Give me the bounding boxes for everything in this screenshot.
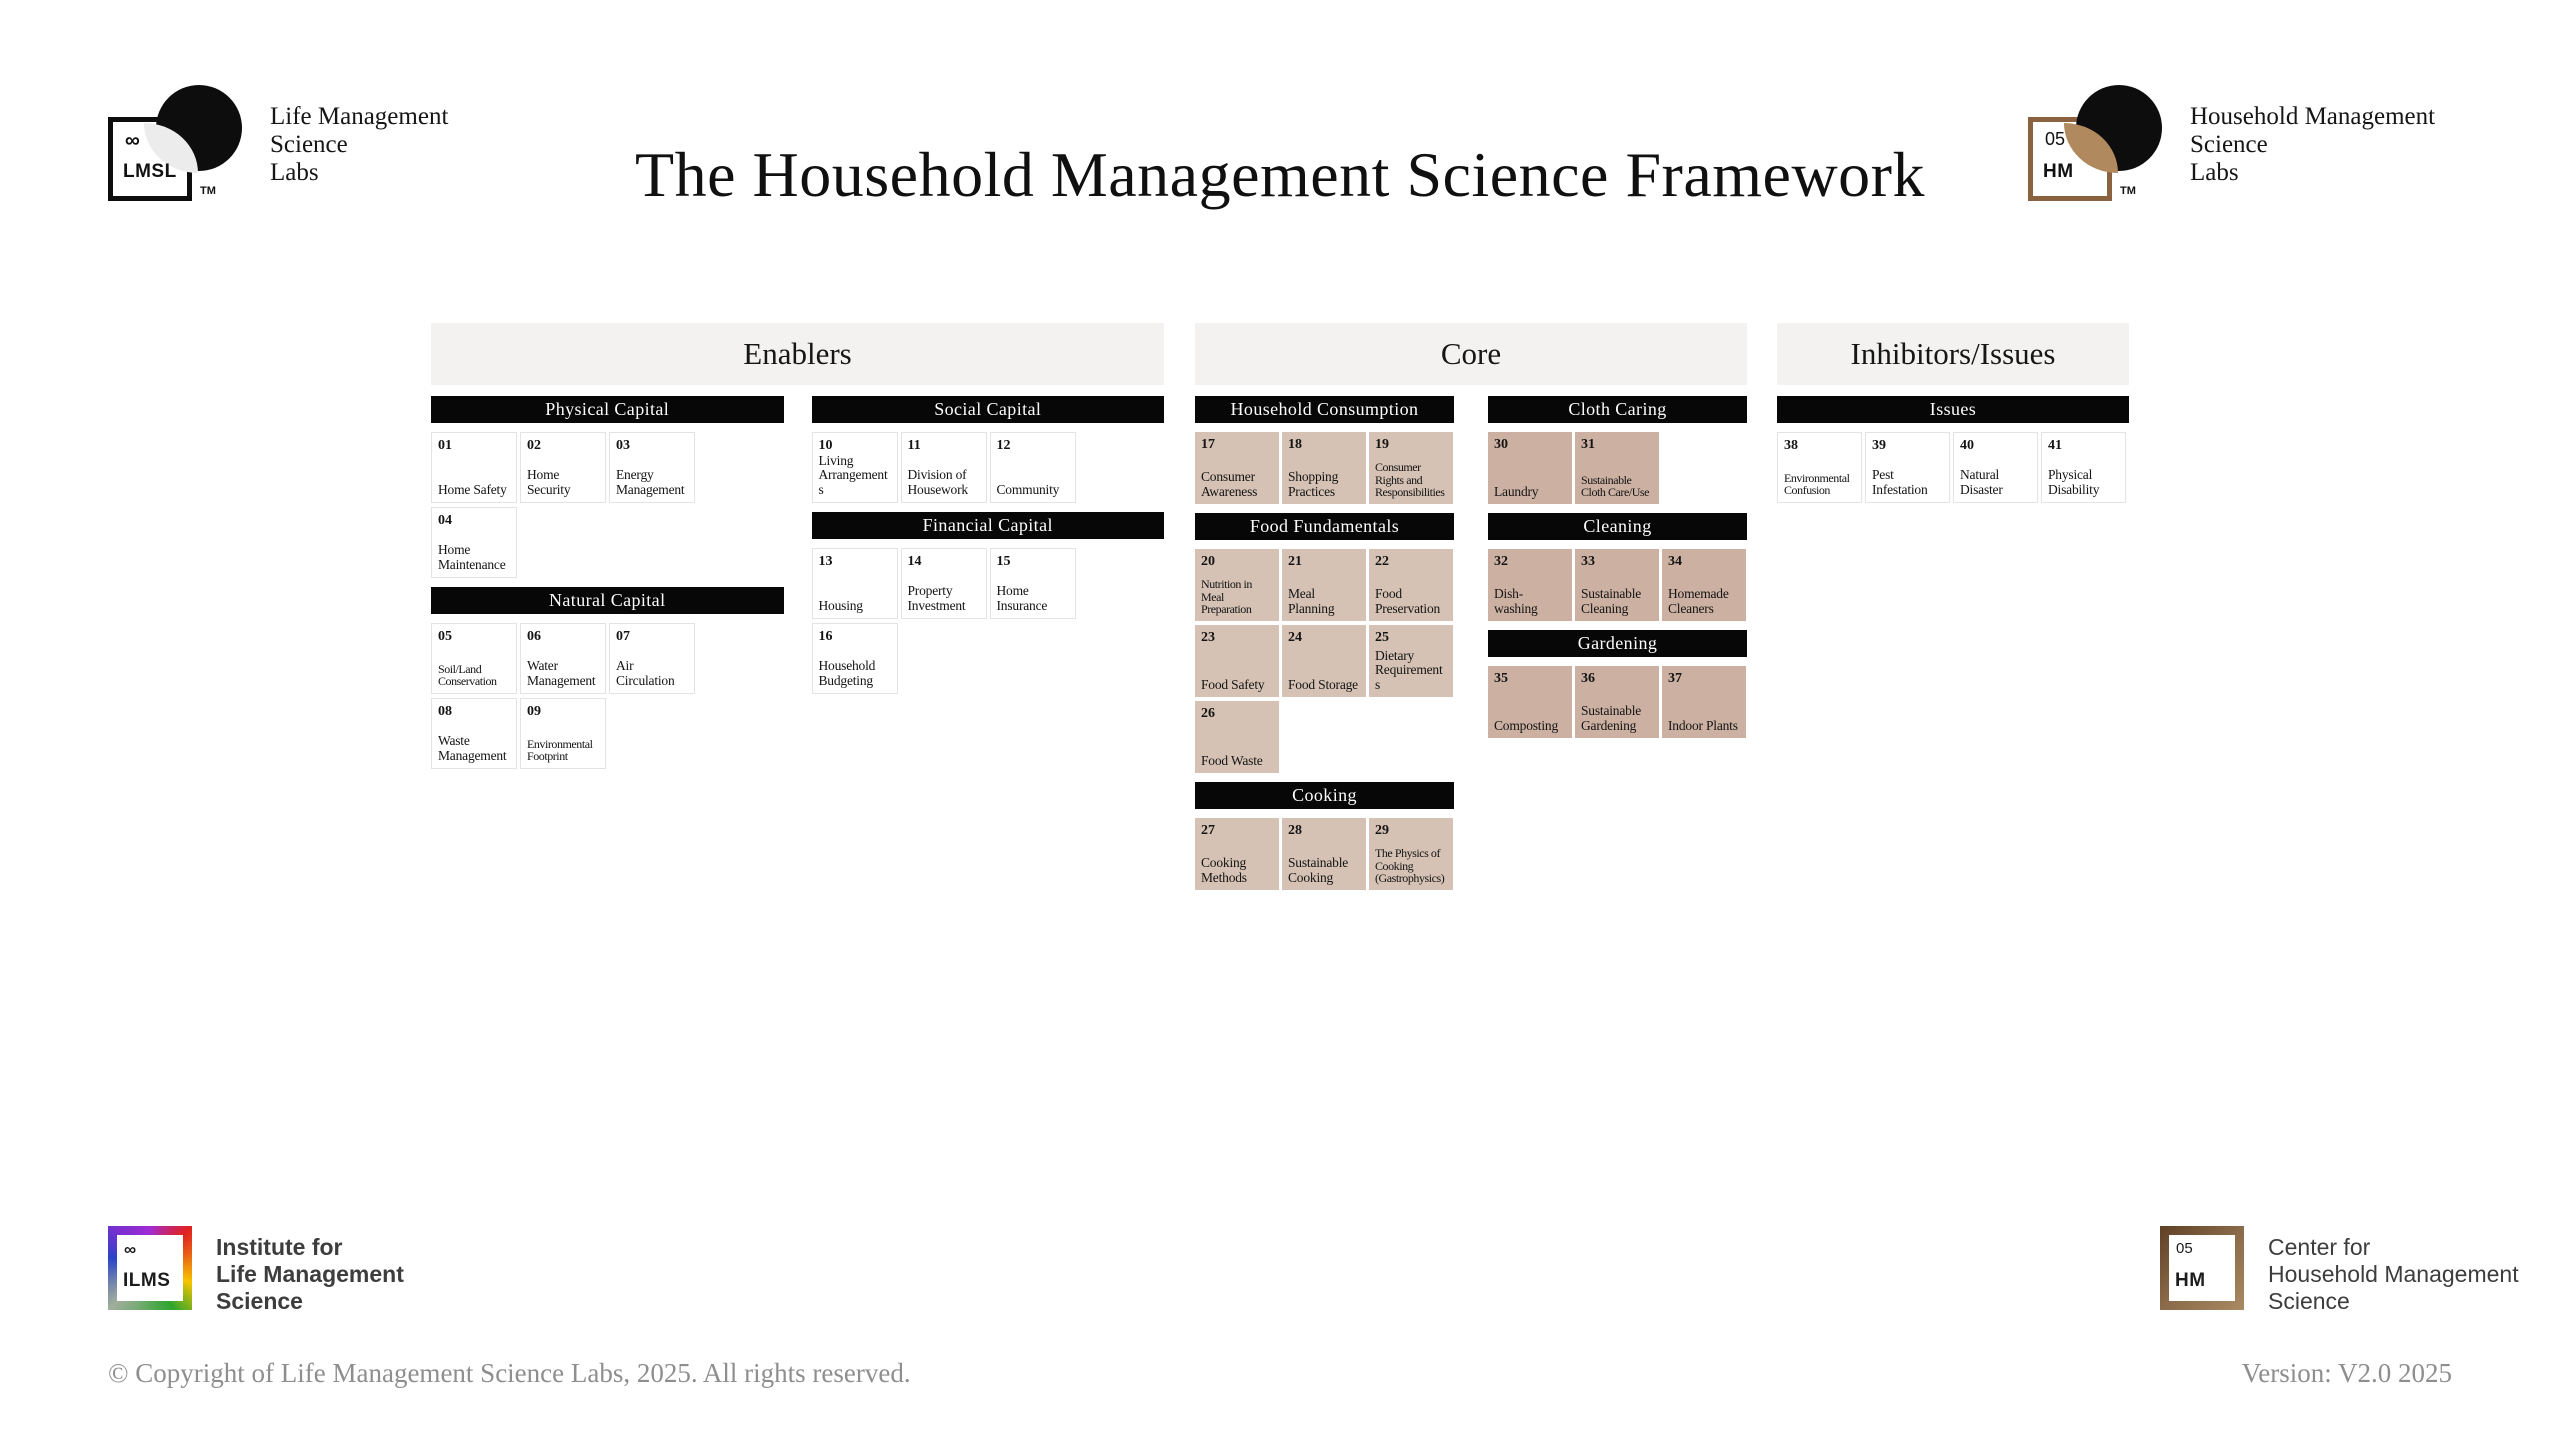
- cell-label: Homemade Cleaners: [1668, 586, 1729, 616]
- group-financial-capital: [812, 512, 1165, 694]
- cell-30: [1488, 432, 1572, 504]
- cell-number: 12: [996, 438, 1011, 453]
- cell-31: [1575, 432, 1659, 504]
- group-physical-capital: [431, 396, 784, 578]
- cell-17: [1195, 432, 1279, 504]
- cell-number: 20: [1201, 554, 1215, 569]
- cell-label: Energy Management: [616, 467, 685, 497]
- cell-label: Community: [996, 481, 1060, 497]
- cells-grid: [1195, 432, 1454, 504]
- cell-11: [901, 432, 987, 503]
- cell-number: 11: [907, 438, 921, 453]
- cell-20: [1195, 549, 1279, 621]
- cell-number: 40: [1960, 438, 1974, 453]
- group-header-social-capital: Social Capital: [812, 396, 1165, 423]
- group-header-cleaning: Cleaning: [1488, 513, 1747, 540]
- column-enablers: [431, 323, 1164, 778]
- trademark-mark: TM: [200, 185, 216, 197]
- brand-line: Household Management: [2190, 103, 2436, 130]
- cell-number: 07: [616, 629, 630, 644]
- cell-number: 19: [1375, 437, 1389, 452]
- cell-39: [1865, 432, 1950, 503]
- group-cleaning: [1488, 513, 1747, 621]
- cell-32: [1488, 549, 1572, 621]
- cell-number: 30: [1494, 437, 1508, 452]
- cell-08: [431, 698, 517, 769]
- cell-label: Water Management: [527, 658, 596, 688]
- cell-label: Dish-washing: [1494, 586, 1538, 616]
- cell-label: Physical Disability: [2048, 467, 2100, 497]
- chms-brand: [2160, 1226, 2519, 1315]
- cell-label: Composting: [1494, 717, 1559, 733]
- cell-label: Waste Management: [438, 733, 507, 763]
- cells-grid: [1488, 666, 1747, 738]
- subcolumn: [431, 396, 784, 778]
- cell-label: Living Arrangements: [818, 453, 888, 497]
- group-header-cloth-caring: Cloth Caring: [1488, 396, 1747, 423]
- cell-label: Soil/Land Conservation: [438, 661, 497, 689]
- cells-grid: [1195, 549, 1454, 773]
- group-cooking: [1195, 782, 1454, 890]
- cell-label: Cooking Methods: [1201, 855, 1247, 885]
- cell-label: Home Insurance: [996, 583, 1048, 613]
- cell-label: Home Security: [527, 467, 571, 497]
- subcolumn: [812, 396, 1165, 778]
- cell-label: Shopping Practices: [1288, 469, 1339, 499]
- brand-line: Center for: [2268, 1234, 2371, 1260]
- group-natural-capital: [431, 587, 784, 769]
- cell-label: Sustainable Cleaning: [1581, 586, 1642, 616]
- brand-line: Life Management: [216, 1261, 404, 1287]
- cell-09: [520, 698, 606, 769]
- cell-number: 04: [438, 513, 452, 528]
- chms-logo-icon: [2160, 1226, 2244, 1310]
- cell-29: [1369, 818, 1453, 890]
- cell-number: 31: [1581, 437, 1595, 452]
- group-household-consumption: [1195, 396, 1454, 504]
- cell-12: [990, 432, 1076, 503]
- cell-number: 16: [818, 629, 833, 644]
- infinity-icon: ∞: [125, 129, 140, 152]
- cell-37: [1662, 666, 1746, 738]
- cell-26: [1195, 701, 1279, 773]
- chms-number: 05: [2176, 1240, 2193, 1257]
- cell-04: [431, 507, 517, 578]
- cells-grid: [431, 623, 784, 769]
- subcolumn: [1195, 396, 1454, 899]
- brand-line: Science: [216, 1288, 303, 1314]
- cell-number: 13: [818, 554, 833, 569]
- cell-07: [609, 623, 695, 694]
- cell-number: 01: [438, 438, 452, 453]
- column-title-core: Core: [1195, 323, 1747, 385]
- group-header-cooking: Cooking: [1195, 782, 1454, 809]
- ilms-logo-icon: [108, 1226, 192, 1310]
- brand-line: Science: [270, 131, 348, 158]
- cell-number: 35: [1494, 671, 1508, 686]
- cell-number: 28: [1288, 823, 1302, 838]
- cell-label: Meal Planning: [1288, 586, 1335, 616]
- cell-label: Housing: [818, 597, 863, 613]
- cell-number: 36: [1581, 671, 1595, 686]
- group-header-natural-capital: Natural Capital: [431, 587, 784, 614]
- cell-01: [431, 432, 517, 503]
- cell-number: 39: [1872, 438, 1886, 453]
- cell-label: Division of Housework: [907, 467, 968, 497]
- cell-number: 08: [438, 704, 452, 719]
- brand-line: Science: [2190, 131, 2268, 158]
- infinity-icon: ∞: [124, 1240, 137, 1259]
- cell-number: 10: [818, 438, 833, 453]
- chms-brand-text: [2268, 1226, 2519, 1315]
- cell-number: 25: [1375, 630, 1389, 645]
- cell-label: Laundry: [1494, 483, 1539, 499]
- subcolumns: [431, 396, 1164, 778]
- cell-number: 22: [1375, 554, 1389, 569]
- cell-label: Natural Disaster: [1960, 467, 2003, 497]
- cell-41: [2041, 432, 2126, 503]
- cell-label: Food Waste: [1201, 752, 1263, 768]
- cell-number: 14: [907, 554, 922, 569]
- cell-label: Property Investment: [907, 583, 966, 613]
- ilms-abbr: ILMS: [123, 1270, 171, 1291]
- cell-28: [1282, 818, 1366, 890]
- cell-27: [1195, 818, 1279, 890]
- group-header-household-consumption: Household Consumption: [1195, 396, 1454, 423]
- cell-36: [1575, 666, 1659, 738]
- group-header-financial-capital: Financial Capital: [812, 512, 1165, 539]
- hmsl-number: 05: [2045, 129, 2066, 149]
- cell-label: Sustainable Gardening: [1581, 703, 1642, 733]
- cell-label: Sustainable Cloth Care/Use: [1581, 472, 1650, 500]
- lmsl-abbr: LMSL: [123, 161, 177, 182]
- cell-number: 27: [1201, 823, 1215, 838]
- column-title-inhibitors: Inhibitors/Issues: [1777, 323, 2129, 385]
- group-issues: [1777, 396, 2129, 503]
- hmsl-abbr: HM: [2043, 161, 2074, 182]
- cell-18: [1282, 432, 1366, 504]
- cells-grid: [812, 548, 1165, 694]
- cell-25: [1369, 625, 1453, 697]
- cell-19: [1369, 432, 1453, 504]
- cell-label: Environmental Confusion: [1784, 470, 1850, 498]
- cell-number: 02: [527, 438, 541, 453]
- cell-24: [1282, 625, 1366, 697]
- cell-number: 18: [1288, 437, 1302, 452]
- cell-label: Food Preservation: [1375, 586, 1441, 616]
- cells-grid: [1195, 818, 1454, 890]
- brand-line: Labs: [2190, 159, 2239, 186]
- group-social-capital: [812, 396, 1165, 503]
- cell-label: Food Storage: [1288, 676, 1358, 692]
- hmsl-brand: [2028, 85, 2435, 207]
- column-inhibitors: [1777, 323, 2129, 512]
- ilms-brand-text: [216, 1226, 404, 1315]
- cell-number: 23: [1201, 630, 1215, 645]
- cell-number: 06: [527, 629, 541, 644]
- brand-line: Labs: [270, 159, 319, 186]
- cell-number: 32: [1494, 554, 1508, 569]
- cell-number: 24: [1288, 630, 1302, 645]
- chms-abbr: HM: [2175, 1270, 2206, 1291]
- cell-13: [812, 548, 898, 619]
- group-header-gardening: Gardening: [1488, 630, 1747, 657]
- cell-10: [812, 432, 898, 503]
- cell-label: Air Circulation: [616, 658, 675, 688]
- group-cloth-caring: [1488, 396, 1747, 504]
- cells-grid: [431, 432, 784, 578]
- cell-34: [1662, 549, 1746, 621]
- cell-label: Indoor Plants: [1668, 717, 1738, 733]
- cell-number: 21: [1288, 554, 1302, 569]
- cell-05: [431, 623, 517, 694]
- cells-grid: [1777, 432, 2129, 503]
- group-food-fundamentals: [1195, 513, 1454, 773]
- cell-label: Household Budgeting: [818, 658, 876, 688]
- cell-40: [1953, 432, 2038, 503]
- cell-label: Consumer Awareness: [1201, 469, 1258, 499]
- cell-number: 33: [1581, 554, 1595, 569]
- subcolumn: [1777, 396, 2129, 512]
- group-header-food-fundamentals: Food Fundamentals: [1195, 513, 1454, 540]
- cell-label: Dietary Requirements: [1375, 648, 1443, 692]
- cell-number: 26: [1201, 706, 1215, 721]
- cell-label: Sustainable Cooking: [1288, 855, 1349, 885]
- cell-15: [990, 548, 1076, 619]
- cell-number: 37: [1668, 671, 1682, 686]
- cell-label: The Physics of Cooking (Gastrophysics): [1375, 845, 1445, 886]
- hmsl-brand-text: [2190, 85, 2435, 187]
- cell-label: Home Maintenance: [438, 542, 506, 572]
- cell-35: [1488, 666, 1572, 738]
- ilms-brand: [108, 1226, 404, 1315]
- cell-number: 34: [1668, 554, 1682, 569]
- cell-number: 15: [996, 554, 1011, 569]
- column-core: [1195, 323, 1747, 899]
- cell-03: [609, 432, 695, 503]
- subcolumns: [1195, 396, 1747, 899]
- cell-14: [901, 548, 987, 619]
- group-header-issues: Issues: [1777, 396, 2129, 423]
- cell-23: [1195, 625, 1279, 697]
- cell-number: 03: [616, 438, 630, 453]
- cell-02: [520, 432, 606, 503]
- cell-33: [1575, 549, 1659, 621]
- brand-line: Science: [2268, 1288, 2350, 1314]
- hmsl-logo-icon: [2028, 85, 2168, 207]
- cell-label: Consumer Rights and Responsibilities: [1375, 459, 1445, 500]
- cell-21: [1282, 549, 1366, 621]
- cell-label: Environmental Footprint: [527, 736, 593, 764]
- brand-line: Household Management: [2268, 1261, 2519, 1287]
- cell-label: Home Safety: [438, 481, 507, 497]
- cell-38: [1777, 432, 1862, 503]
- copyright-text: © Copyright of Life Management Science Labs, 2025. All rights reserved.: [108, 1358, 911, 1388]
- cell-number: 41: [2048, 438, 2062, 453]
- cell-label: Food Safety: [1201, 676, 1265, 692]
- cell-number: 38: [1784, 438, 1798, 453]
- column-title-enablers: Enablers: [431, 323, 1164, 385]
- cells-grid: [812, 432, 1165, 503]
- cells-grid: [1488, 549, 1747, 621]
- page-title: The Household Management Science Framework: [635, 139, 1925, 210]
- trademark-mark: TM: [2120, 185, 2136, 197]
- cell-16: [812, 623, 898, 694]
- brand-line: Institute for: [216, 1234, 343, 1260]
- subcolumns: [1777, 396, 2129, 512]
- subcolumn: [1488, 396, 1747, 899]
- cell-label: Pest Infestation: [1872, 467, 1928, 497]
- group-gardening: [1488, 630, 1747, 738]
- cell-number: 29: [1375, 823, 1389, 838]
- cell-22: [1369, 549, 1453, 621]
- cell-number: 17: [1201, 437, 1215, 452]
- group-header-physical-capital: Physical Capital: [431, 396, 784, 423]
- brand-line: Life Management: [270, 103, 449, 130]
- cell-number: 05: [438, 629, 452, 644]
- cell-label: Nutrition in Meal Preparation: [1201, 576, 1252, 617]
- version-text: Version: V2.0 2025: [2241, 1358, 2452, 1388]
- cells-grid: [1488, 432, 1747, 504]
- cell-number: 09: [527, 704, 541, 719]
- cell-06: [520, 623, 606, 694]
